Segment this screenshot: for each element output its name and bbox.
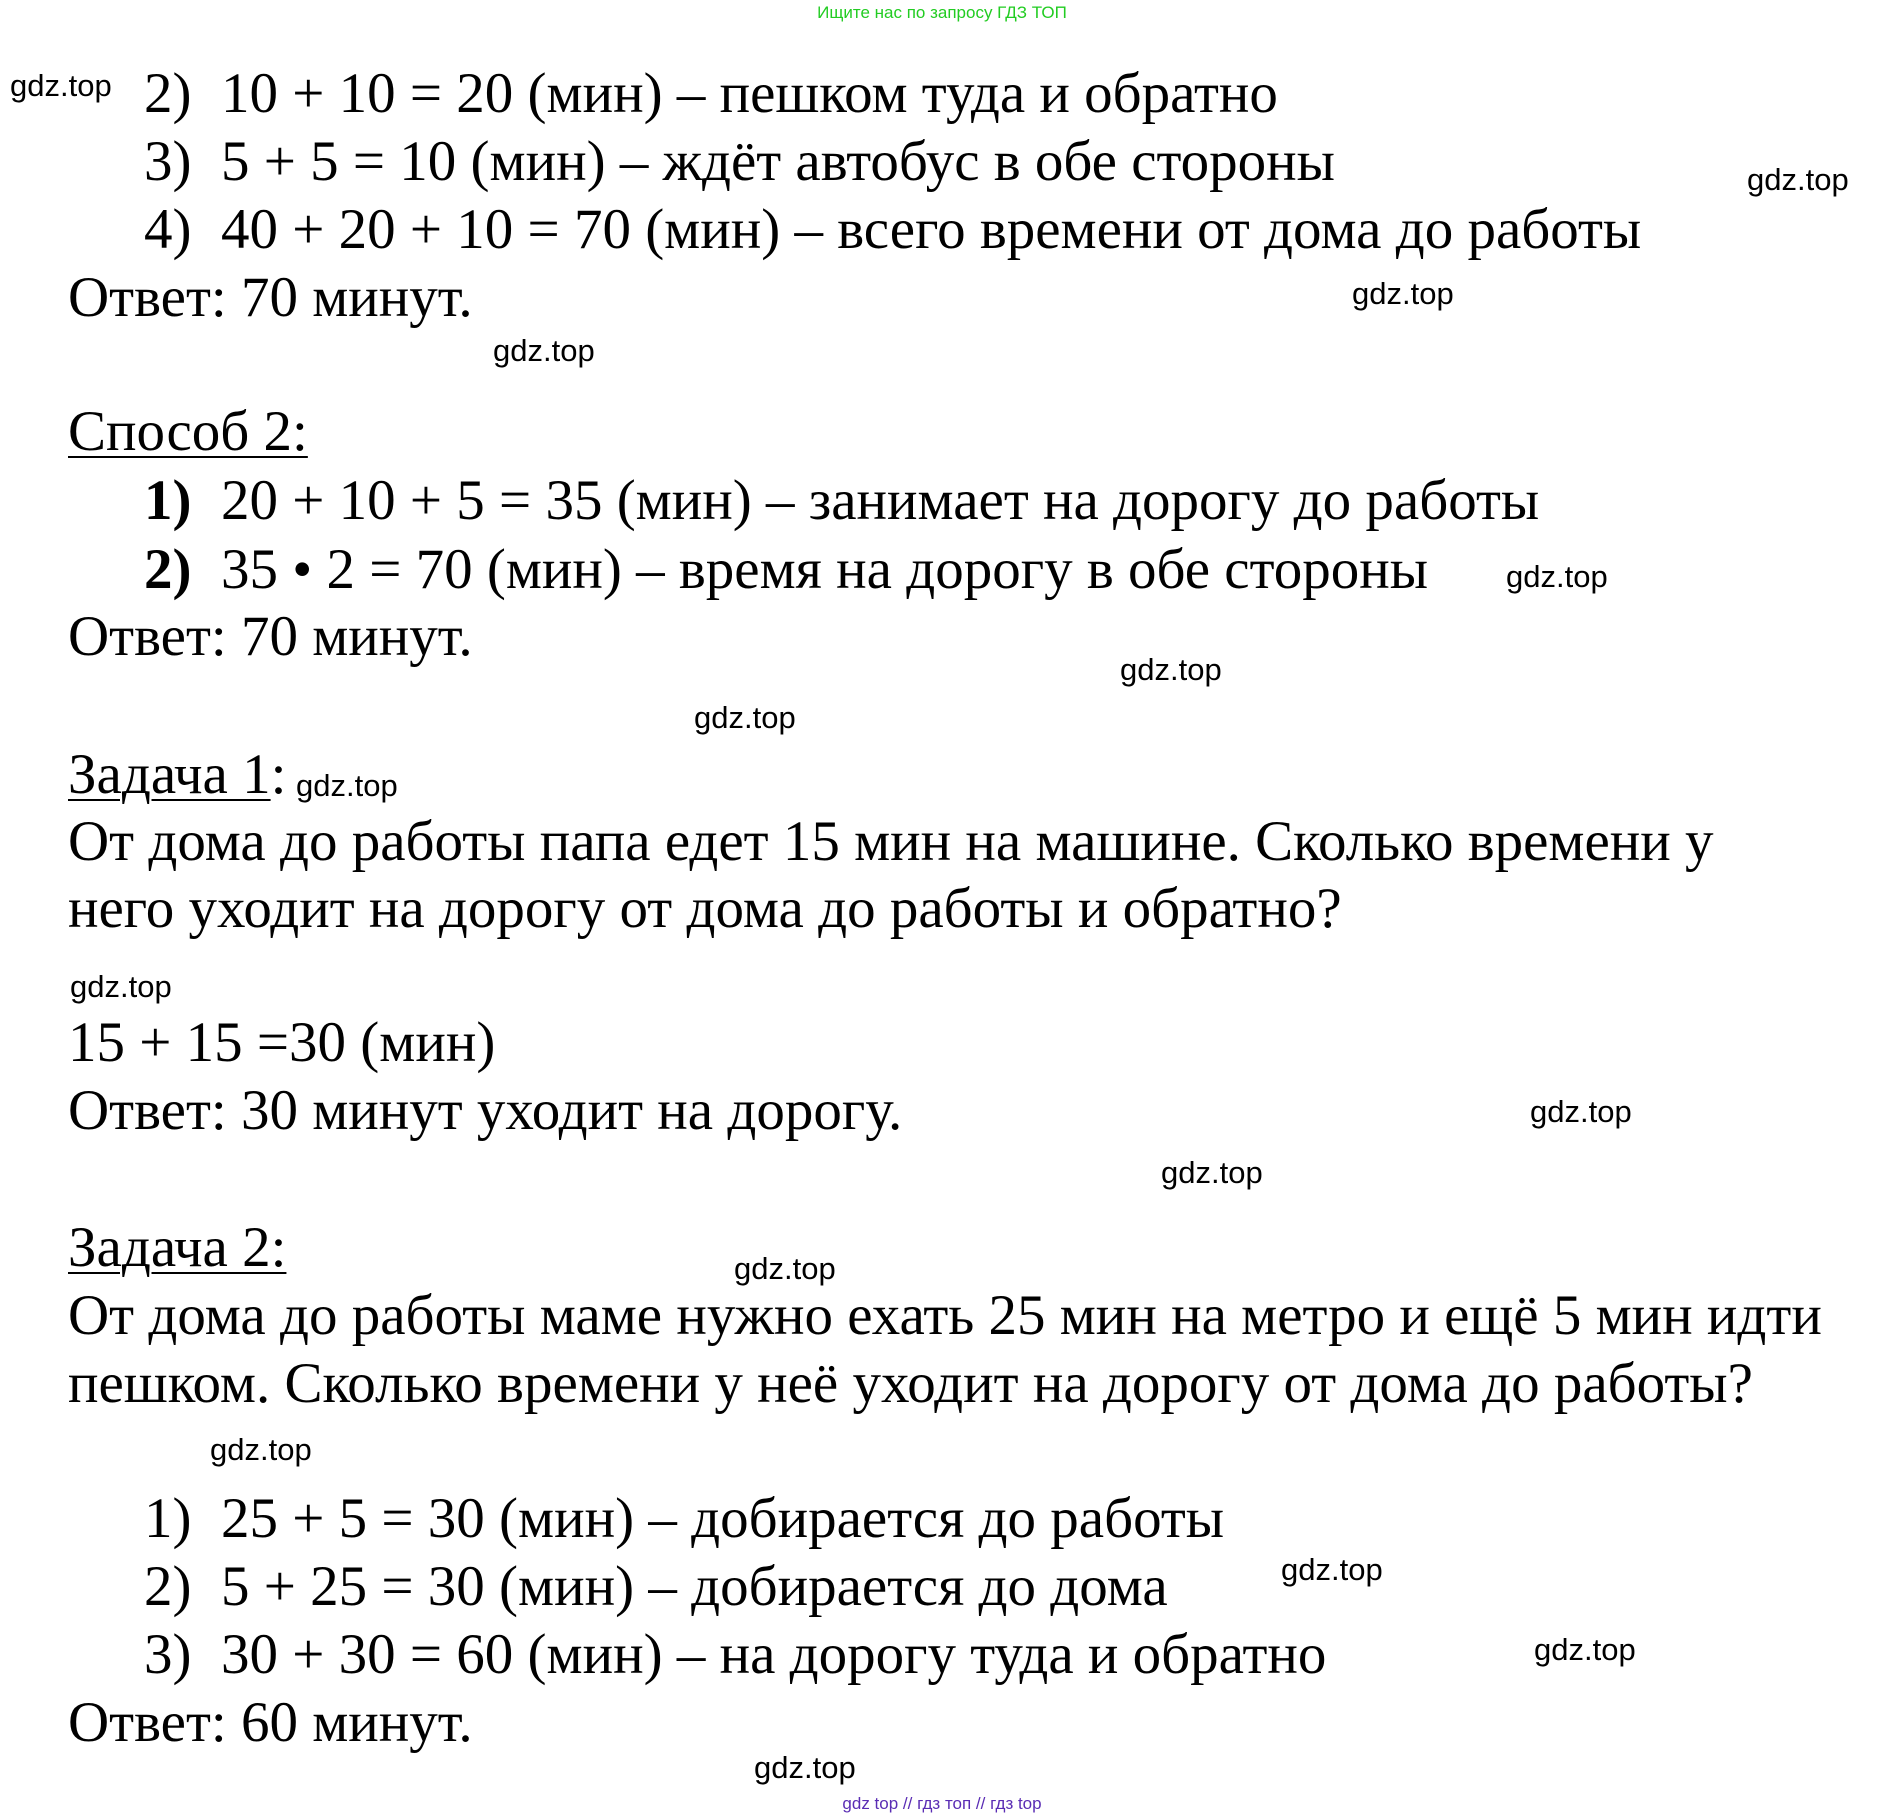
watermark: gdz.top [694,700,796,735]
method2-step-1: 1) 20 + 10 + 5 = 35 (мин) – занимает на дорогу до работы [144,469,1540,532]
watermark: gdz.top [296,768,398,803]
task1-problem-line-2: него уходит на дорогу от дома до работы и обратно? [68,877,1342,940]
watermark: gdz.top [493,333,595,368]
watermark: gdz.top [1352,276,1454,311]
method1-step-3: 3) 5 + 5 = 10 (мин) – ждёт автобус в обе стороны [144,130,1335,193]
watermark: gdz.top [1506,559,1608,594]
watermark: gdz.top [1281,1552,1383,1587]
task2-problem-line-1: От дома до работы маме нужно ехать 25 мин на метро и ещё 5 мин идти [68,1284,1822,1347]
task2-problem-line-2: пешком. Сколько времени у неё уходит на дорогу от дома до работы? [68,1352,1753,1415]
task1-solution: 15 + 15 =30 (мин) [68,1011,496,1074]
footer-links: gdz top // гдз топ // гдз top [842,1794,1042,1813]
method1-answer: Ответ: 70 минут. [68,266,473,329]
task2-step-3: 3) 30 + 30 = 60 (мин) – на дорогу туда и обратно [144,1623,1327,1686]
task1-problem-line-1: От дома до работы папа едет 15 мин на машине. Сколько времени у [68,810,1714,873]
task1-answer: Ответ: 30 минут уходит на дорогу. [68,1079,903,1142]
method1-step-4: 4) 40 + 20 + 10 = 70 (мин) – всего времени от дома до работы [144,198,1642,261]
watermark: gdz.top [210,1432,312,1467]
top-search-note: Ищите нас по запросу ГДЗ ТОП [817,3,1067,22]
task2-step-2: 2) 5 + 25 = 30 (мин) – добирается до дома [144,1555,1168,1618]
method1-step-2: 2) 10 + 10 = 20 (мин) – пешком туда и обратно [144,62,1278,125]
watermark: gdz.top [1534,1632,1636,1667]
watermark: gdz.top [734,1251,836,1286]
method2-answer: Ответ: 70 минут. [68,605,473,668]
task2-step-1: 1) 25 + 5 = 30 (мин) – добирается до работы [144,1487,1225,1550]
watermark: gdz.top [1161,1155,1263,1190]
watermark: gdz.top [754,1750,856,1785]
watermark: gdz.top [1120,652,1222,687]
method2-heading: Способ 2: [68,400,308,463]
watermark: gdz.top [70,969,172,1004]
watermark: gdz.top [1747,162,1849,197]
task2-answer: Ответ: 60 минут. [68,1691,473,1754]
watermark: gdz.top [10,68,112,103]
method2-step-2: 2) 35 • 2 = 70 (мин) – время на дорогу в обе стороны [144,538,1429,601]
task1-heading: Задача 1: [68,743,287,806]
watermark: gdz.top [1530,1094,1632,1129]
task2-heading: Задача 2: [68,1216,287,1279]
